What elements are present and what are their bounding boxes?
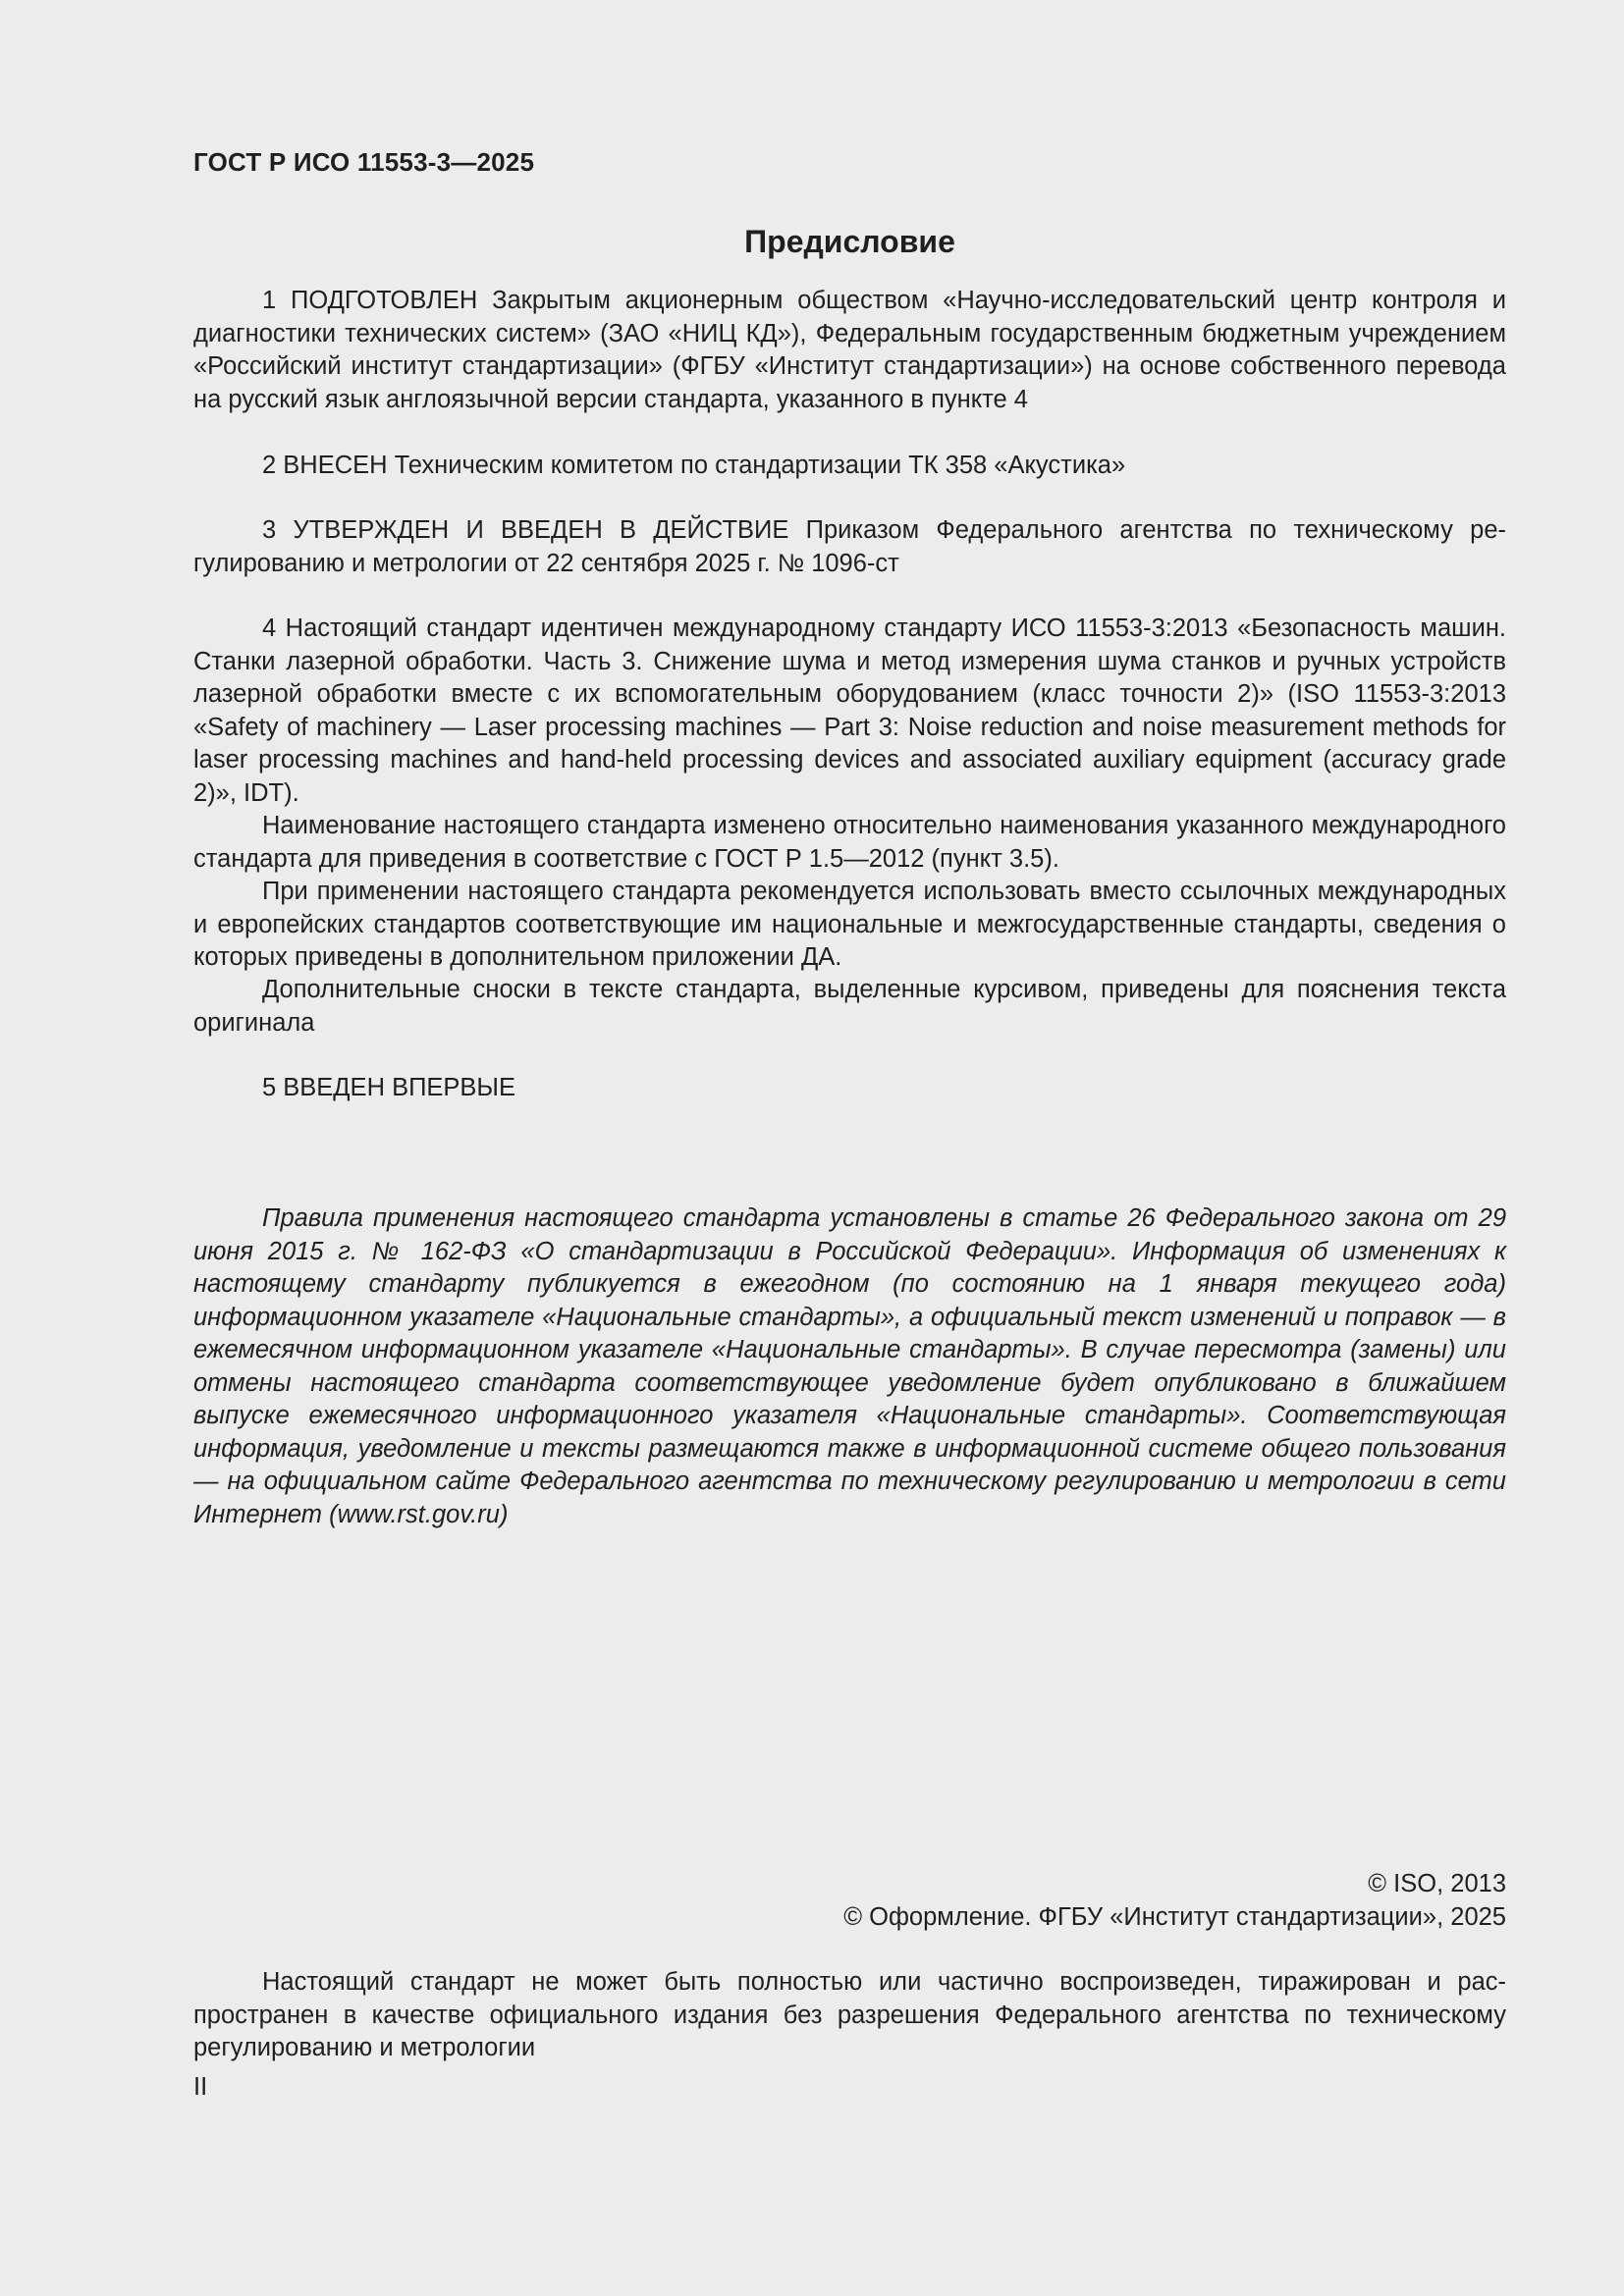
- copyright-design: © Оформление. ФГБУ «Институт стандартизации», 2025: [843, 1903, 1506, 1931]
- page-number: II: [193, 2073, 208, 2101]
- copyright-iso: © ISO, 2013: [1368, 1870, 1506, 1897]
- foreword-item-1: 1 ПОДГОТОВЛЕН Закрытым акционерным обществом «Научно-исследовательский центр контроля и диагностики технических систем» (ЗАО «НИЦ КД»), Федеральным государственным бюджетным учреждением «Российский институт стандартизации» (ФГБУ «Институт стандартизации») на основе собственного перевода на русский язык англоязычной версии стандарта, указанного в пункте 4: [193, 287, 1506, 413]
- foreword-item-4: 4 Настоящий стандарт идентичен международному стандарту ИСО 11553-3:2013 «Безопасность машин. Станки лазерной обработки. Часть 3. Снижение шума и метод измерения шума станков и ручных устройств лазерной обработки вместе с их вспомогательным оборудованием (класс точности 2)» (ISO 11553-3:2013 «Safety of machinery — Laser processing machines — Part 3: Noise reduction and noise measurement methods for laser processing machines and hand-held processing devices and associated auxiliary equipment (accuracy grade 2)», IDT).: [193, 614, 1506, 807]
- page-title: Предисловие: [744, 224, 955, 259]
- foreword-item-4-references-note: При применении настоящего стандарта рекомендуется использовать вместо ссылочных международных и европейских стандартов соответствующие им национальные и межгосударственные стандарты, сведения о которых приведены в дополнительном приложении ДА.: [193, 878, 1506, 971]
- foreword-item-4-footnotes-note: Дополнительные сноски в тексте стандарта, выделенные курсивом, приведены для пояснения текста оригинала: [193, 976, 1506, 1037]
- foreword-item-2: 2 ВНЕСЕН Техническим комитетом по стандартизации ТК 358 «Акустика»: [262, 452, 1126, 479]
- foreword-item-3: 3 УТВЕРЖДЕН И ВВЕДЕН В ДЕЙСТВИЕ Приказом Федерального агентства по техническому регулированию и метрологии от 22 сентября 2025 г. № 1096-ст: [193, 516, 1506, 577]
- document-code-header: ГОСТ Р ИСО 11553-3—2025: [193, 147, 535, 177]
- foreword-item-5: 5 ВВЕДЕН ВПЕРВЫЕ: [262, 1074, 516, 1101]
- reproduction-notice: Настоящий стандарт не может быть полностью или частично воспроизведен, тиражирован и распространен в качестве официального издания без разрешения Федерального агентства по техническому регулированию и метрологии: [193, 1968, 1506, 2061]
- foreword-item-4-name-note: Наименование настоящего стандарта изменено относительно наименования указанного международного стандарта для приведения в соответствие с ГОСТ Р 1.5—2012 (пункт 3.5).: [193, 812, 1506, 873]
- rules-notice: Правила применения настоящего стандарта установлены в статье 26 Федерального закона от 29 июня 2015 г. № 162-ФЗ «О стандартизации в Российской Федерации». Информация об изменениях к настоящему стандарту публикуется в ежегодном (по состоянию на 1 января текущего года) информационном указателе «Национальные стандарты», а официальный текст изменений и поправок — в ежемесячном информационном указателе «Национальные стандарты». В случае пересмотра (замены) или отмены настоящего стандарта соответствующее уведомление будет опубликовано в ближайшем выпуске ежемесячного информационного указателя «Национальные стандарты». Соответствующая информация, уведомление и тексты размещаются также в информационной системе общего пользования — на официальном сайте Федерального агентства по техническому регулированию и метрологии в сети Интернет (www.rst.gov.ru): [193, 1204, 1506, 1528]
